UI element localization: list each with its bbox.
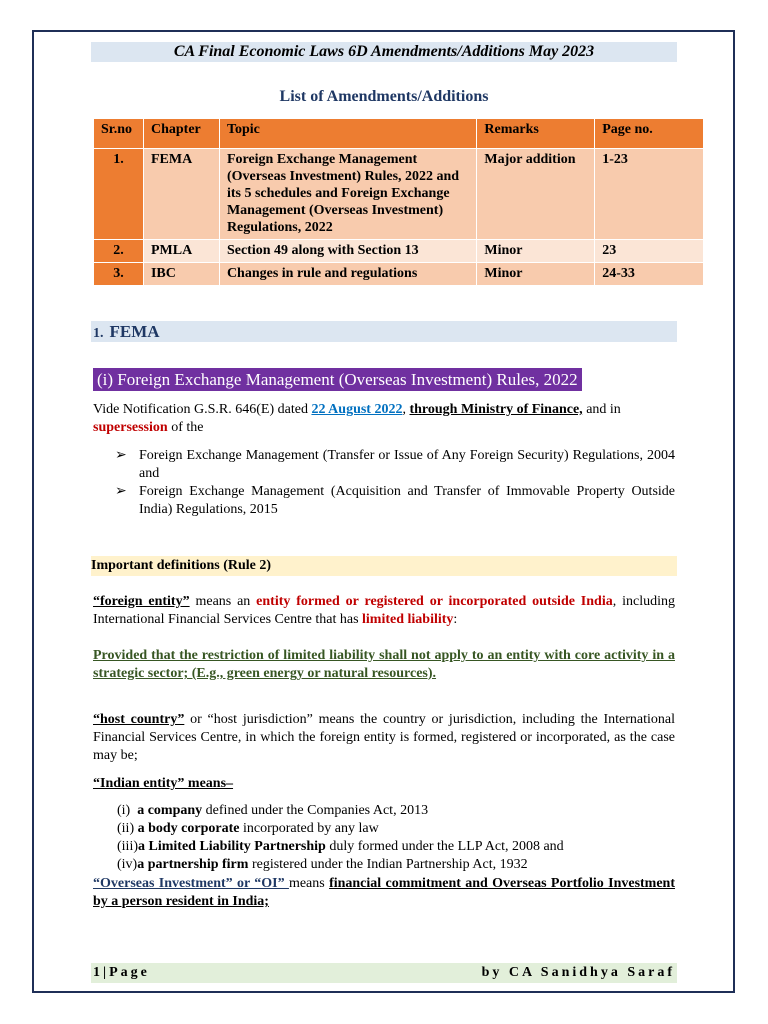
table-row	[94, 149, 704, 240]
overseas-investment-definition	[93, 875, 675, 911]
column-header: Chapter	[143, 119, 219, 149]
item-bold-text: a body corporate	[137, 821, 240, 836]
column-header: Remarks	[477, 119, 595, 149]
definition-text: , including International Financial Services Centre that has	[93, 594, 675, 627]
column-header: Page no.	[595, 119, 704, 149]
table-cell-sr: 1.	[94, 149, 144, 240]
table-cell-page: 1-23	[595, 149, 704, 240]
item-bold-text: a partnership firm	[137, 857, 249, 872]
definition-text: :	[453, 612, 458, 627]
notification-text: Vide Notification G.S.R. 646(E) dated	[93, 402, 312, 417]
list-title: List of Amendments/Additions	[279, 88, 489, 105]
table-row	[94, 263, 704, 286]
table-cell-page: 23	[595, 240, 704, 263]
item-text: incorporated by any law	[239, 821, 379, 836]
table-cell-chapter: PMLA	[143, 240, 219, 263]
notification-text: of the	[167, 420, 204, 435]
supersession-text: supersession	[93, 420, 168, 435]
footer-author: by CA Sanidhya Saraf	[481, 965, 675, 980]
indian-entity-list	[117, 802, 564, 874]
page-footer	[91, 963, 677, 983]
item-bold-text: a company	[137, 803, 203, 818]
list-item	[115, 483, 675, 519]
table-cell-page: 24-33	[595, 263, 704, 286]
table-cell-topic: Changes in rule and regulations	[219, 263, 476, 286]
definition-highlight: limited liability	[362, 612, 454, 627]
definition-highlight: entity formed or registered or incorporated outside India	[256, 594, 613, 609]
table-header-row	[94, 119, 704, 149]
item-text: defined under the Companies Act, 2013	[202, 803, 429, 818]
item-bold-text: a Limited Liability Partnership	[138, 839, 326, 854]
term-host-country: “host country”	[93, 712, 185, 727]
section-number: 1.	[93, 326, 104, 341]
host-country-definition	[93, 711, 675, 765]
table-cell-chapter: IBC	[143, 263, 219, 286]
column-header: Sr.no	[94, 119, 144, 149]
notification-paragraph	[93, 401, 675, 437]
ministry-text: through Ministry of Finance,	[409, 402, 583, 417]
definition-highlight: financial commitment and Overseas Portfolio Investment by a person resident in India;	[93, 876, 676, 909]
list-item	[117, 838, 564, 856]
notification-text: and in	[582, 402, 621, 417]
term-overseas-investment: “Overseas Investment” or “OI”	[93, 876, 289, 891]
table-cell-topic: Foreign Exchange Management (Overseas Investment) Rules, 2022 and its 5 schedules and Foreign Exchange Management (Overseas Investment) Regulations, 2022	[219, 149, 476, 240]
proviso-text: Provided that the restriction of limited liability shall not apply to an entity with core activity in a strategic sector; (E.g., green energy or natural resources).	[93, 648, 675, 681]
table-cell-sr: 2.	[94, 240, 144, 263]
table-cell-remarks: Minor	[477, 240, 595, 263]
superseded-list	[115, 447, 675, 519]
page-number: 1|Page	[93, 965, 150, 980]
arrow-bullet-icon: ➢	[115, 448, 127, 463]
list-item-text: Foreign Exchange Management (Acquisition and Transfer of Immovable Property Outside India) Regulations, 2015	[139, 484, 675, 517]
foreign-entity-definition	[93, 593, 675, 629]
table-cell-remarks: Major addition	[477, 149, 595, 240]
definition-text: means	[288, 876, 330, 891]
table-cell-chapter: FEMA	[143, 149, 219, 240]
table-cell-sr: 3.	[94, 263, 144, 286]
document-header: CA Final Economic Laws 6D Amendments/Additions May 2023	[91, 42, 677, 62]
item-text: duly formed under the LLP Act, 2008 and	[325, 839, 564, 854]
amendments-table	[93, 118, 704, 286]
item-number: (iii)	[117, 839, 138, 854]
notification-date-link[interactable]: 22 August 2022	[311, 402, 403, 417]
section-heading-fema	[91, 321, 677, 342]
notification-text: ,	[402, 402, 410, 417]
definitions-heading: Important definitions (Rule 2)	[91, 556, 677, 576]
list-item-text: Foreign Exchange Management (Transfer or Issue of Any Foreign Security) Regulations, 2004 and	[139, 448, 675, 481]
definition-text: means an	[189, 594, 257, 609]
table-cell-topic: Section 49 along with Section 13	[219, 240, 476, 263]
item-number: (i)	[117, 803, 131, 818]
term-foreign-entity: “foreign entity”	[93, 594, 190, 609]
list-item	[115, 447, 675, 483]
table-row	[94, 240, 704, 263]
item-number: (ii)	[117, 821, 135, 836]
arrow-bullet-icon: ➢	[115, 484, 127, 499]
section-title: FEMA	[109, 322, 160, 341]
indian-entity-heading	[93, 775, 675, 793]
list-item	[117, 820, 564, 838]
list-item	[117, 856, 564, 874]
table-cell-remarks: Minor	[477, 263, 595, 286]
column-header: Topic	[219, 119, 476, 149]
rule-title: (i) Foreign Exchange Management (Overseas Investment) Rules, 2022	[93, 368, 582, 391]
list-item	[117, 802, 564, 820]
item-number: (iv)	[117, 857, 138, 872]
item-text: registered under the Indian Partnership Act, 1932	[248, 857, 528, 872]
definition-text: or “host jurisdiction” means the country or jurisdiction, including the International Financial Services Centre, in which the foreign entity is formed, registered or incorporated, as the case may be;	[93, 712, 676, 763]
term-indian-entity: “Indian entity” means–	[93, 776, 234, 791]
